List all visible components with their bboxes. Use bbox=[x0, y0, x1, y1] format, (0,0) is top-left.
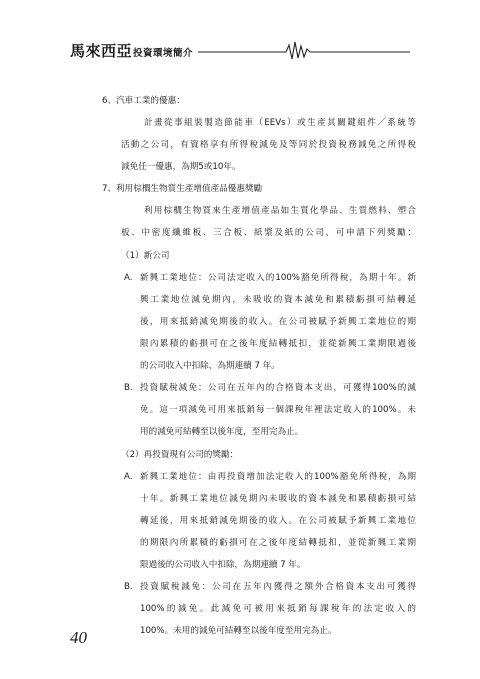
paragraph-line: 活動之公司，有資格享有所得稅減免及等同於投資稅務減免之所得稅 bbox=[121, 140, 416, 150]
paragraph-line: 免。這一項減免可用來抵銷每一個課稅年裡法定收入的100%。未 bbox=[140, 405, 416, 415]
paragraph-line: 後，用來抵銷減免期後的收入。在公司被賦予新興工業地位的期 bbox=[140, 317, 416, 327]
paragraph-line: 利用棕櫚生物質來生產增值產品如生質化學品、生質燃料、塑合 bbox=[144, 206, 416, 216]
item-marker: B. bbox=[124, 582, 133, 592]
paragraph-line: 轉延後，用來抵銷減免期後的收入。在公司被賦予新興工業地位 bbox=[140, 516, 416, 526]
section-heading-6: 6、汽車工業的優惠： bbox=[102, 96, 185, 106]
paragraph-line: 新興工業地位：由再投資增加法定收入的100%豁免所得稅，為期 bbox=[140, 472, 416, 482]
page-number: 40 bbox=[70, 628, 87, 647]
paragraph-line: 限過後的公司收入中扣除，為期連續 7 年。 bbox=[140, 560, 306, 570]
paragraph-line: 投資賦稅減免：公司在五年內獲得之額外合格資本支出可獲得 bbox=[140, 582, 416, 592]
paragraph-line: 用的減免可結轉至以後年度，至用完為止。 bbox=[140, 427, 304, 437]
paragraph-line: 投資賦稅減免：公司在五年內的合格資本支出，可獲得100%的減 bbox=[140, 383, 416, 393]
item-marker: A. bbox=[124, 273, 133, 283]
paragraph-line: 100%。未用的減免可結轉至以後年度至用完為止。 bbox=[140, 626, 337, 636]
paragraph-line: 限內累積的虧損可在之後年度結轉抵扣，並從新興工業期限過後 bbox=[140, 339, 416, 349]
header-title-main: 馬來西亞 bbox=[70, 42, 133, 60]
paragraph-line: 計畫從事組裝製造節能車（EEVs）或生產其關鍵組件／系統等 bbox=[144, 118, 416, 128]
paragraph-line: 新興工業地位：公司法定收入的100%豁免所得稅，為期十年。新 bbox=[140, 273, 416, 283]
subsection-heading: （2）再投資現有公司的獎勵： bbox=[121, 450, 239, 460]
paragraph-line: 減免任一優惠，為期5或10年。 bbox=[121, 162, 241, 172]
paragraph-line: 板、中密度纖維板、三合板、紙漿及紙的公司，可申請下列獎勵： bbox=[121, 228, 416, 238]
section-heading-7: 7、利用棕櫚生物質生產增值產品優惠獎勵 bbox=[102, 184, 263, 194]
paragraph-line: 100%的減免。此減免可被用來抵銷每課稅年的法定收入的 bbox=[140, 604, 416, 614]
header-title-sub: 投資環境簡介 bbox=[133, 48, 194, 59]
subsection-heading: （1）新公司 bbox=[121, 251, 170, 261]
item-marker: B. bbox=[124, 383, 133, 393]
paragraph-line: 興工業地位減免期內，未吸收的資本減免和累積虧損可結轉延 bbox=[140, 295, 416, 305]
item-marker: A. bbox=[124, 472, 133, 482]
paragraph-line: 的公司收入中扣除，為期連續 7 年。 bbox=[140, 361, 280, 371]
paragraph-line: 的期限內所累積的虧損可在之後年度結轉抵扣，並從新興工業期 bbox=[140, 538, 416, 548]
paragraph-line: 十年。新興工業地位減免期內未吸收的資本減免和累積虧損可結 bbox=[140, 494, 416, 504]
